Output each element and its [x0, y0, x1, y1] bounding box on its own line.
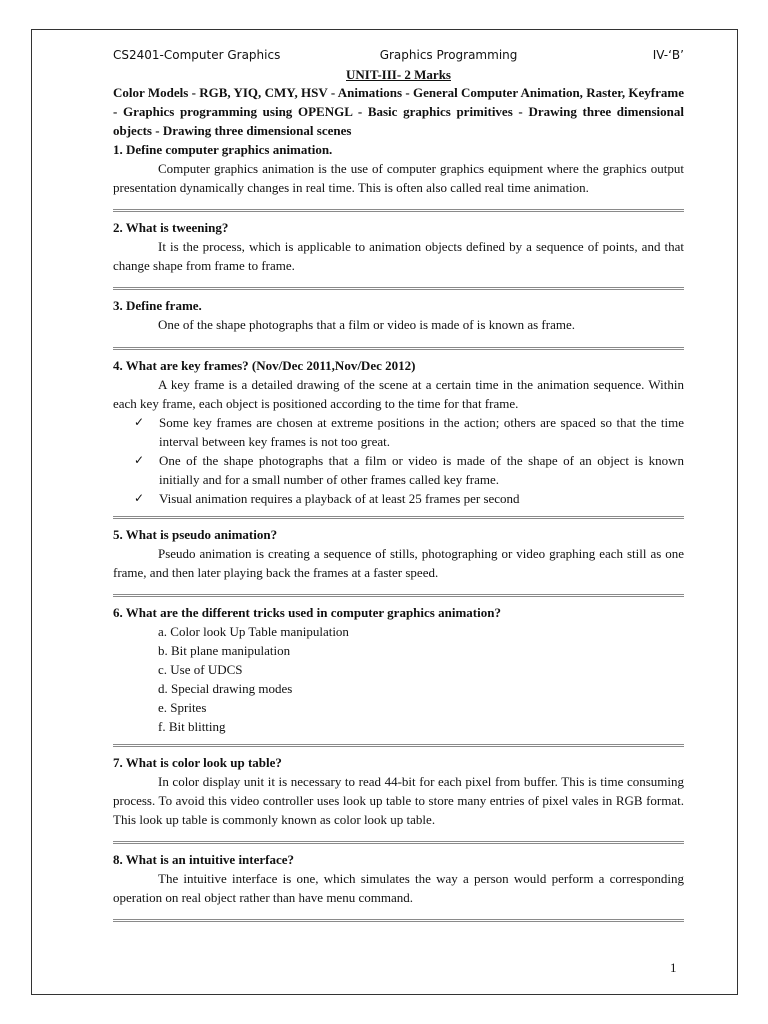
question-block [113, 356, 684, 508]
section-divider [113, 516, 684, 519]
answer-text: Pseudo animation is creating a sequence of stills, photographing or video graphing each still as one frame, and then later playing back the frames at a faster speed. [113, 546, 684, 580]
section-divider [113, 347, 684, 350]
question-block [113, 296, 684, 334]
question-block [113, 218, 684, 275]
unit-topics: Color Models - RGB, YIQ, CMY, HSV - Animations - General Computer Animation, Raster, Keyframe - Graphics programming using OPENGL - Basic graphics primitives - Drawing three dimensional objects - Drawing three dimensional scenes [113, 85, 684, 138]
answer-text: Computer graphics animation is the use of computer graphics equipment where the graphics output presentation dynamically changes in real time. This is often also called real time animation. [113, 161, 684, 195]
question-heading: 3. Define frame. [113, 298, 202, 313]
question-block [113, 603, 684, 736]
question-heading: 2. What is tweening? [113, 220, 229, 235]
question-heading: 1. Define computer graphics animation. [113, 142, 333, 157]
unit-title: UNIT-III- 2 Marks [346, 67, 451, 82]
question-heading: 7. What is color look up table? [113, 755, 282, 770]
list-item: ✓ One of the shape photographs that a film or video is made of the shape of an object is known initially and for a small number of other frames called key frame. [134, 453, 684, 487]
list-item: d. Special drawing modes [158, 681, 293, 696]
answer-text: It is the process, which is applicable to animation objects defined by a sequence of points, and that change shape from frame to frame. [113, 239, 684, 273]
question-block [113, 753, 684, 829]
class-label: IV-‘B’ [652, 48, 684, 62]
page-number: 1 [670, 960, 677, 975]
question-heading: 5. What is pseudo animation? [113, 527, 278, 542]
checkmark-icon: ✓ [134, 415, 145, 429]
list-item: c. Use of UDCS [158, 662, 243, 677]
question-heading: 6. What are the different tricks used in computer graphics animation? [113, 605, 501, 620]
list-item: f. Bit blitting [158, 719, 226, 734]
section-divider [113, 744, 684, 747]
document-body [113, 48, 684, 922]
question-block [113, 850, 684, 907]
list-item: a. Color look Up Table manipulation [158, 624, 349, 639]
section-divider [113, 594, 684, 597]
answer-text: In color display unit it is necessary to read 44-bit for each pixel from buffer. This is time consuming process. To avoid this video controller uses look up table to store many entries of pixel vales in RGB format. This look up table is commonly known as color look up table. [113, 774, 684, 827]
question-heading: 8. What is an intuitive interface? [113, 852, 295, 867]
list-item: ✓ Visual animation requires a playback of at least 25 frames per second [134, 491, 520, 506]
answer-text: The intuitive interface is one, which simulates the way a person would perform a corresponding operation on real object rather than have menu command. [113, 871, 684, 905]
section-divider [113, 919, 684, 922]
section-divider [113, 209, 684, 212]
question-block [113, 525, 684, 582]
section-divider [113, 841, 684, 844]
answer-text: One of the shape photographs that a film or video is made of is known as frame. [158, 317, 575, 332]
checkmark-icon: ✓ [134, 491, 145, 505]
question-block [113, 140, 684, 197]
list-item: ✓ Some key frames are chosen at extreme positions in the action; others are spaced so that the time interval between key frames is not too great. [134, 415, 684, 449]
tricks-list [113, 622, 684, 736]
subject-title: Graphics Programming [379, 48, 518, 62]
section-divider [113, 287, 684, 290]
course-code: CS2401-Computer Graphics [113, 48, 281, 62]
key-frame-points [113, 413, 684, 508]
list-item: e. Sprites [158, 700, 207, 715]
question-heading: 4. What are key frames? (Nov/Dec 2011,Nov/Dec 2012) [113, 358, 416, 373]
checkmark-icon: ✓ [134, 453, 145, 467]
answer-text: A key frame is a detailed drawing of the scene at a certain time in the animation sequence. Within each key frame, each object is positioned according to the time for that frame. [113, 377, 684, 411]
page-header [113, 48, 684, 66]
list-item: b. Bit plane manipulation [158, 643, 291, 658]
